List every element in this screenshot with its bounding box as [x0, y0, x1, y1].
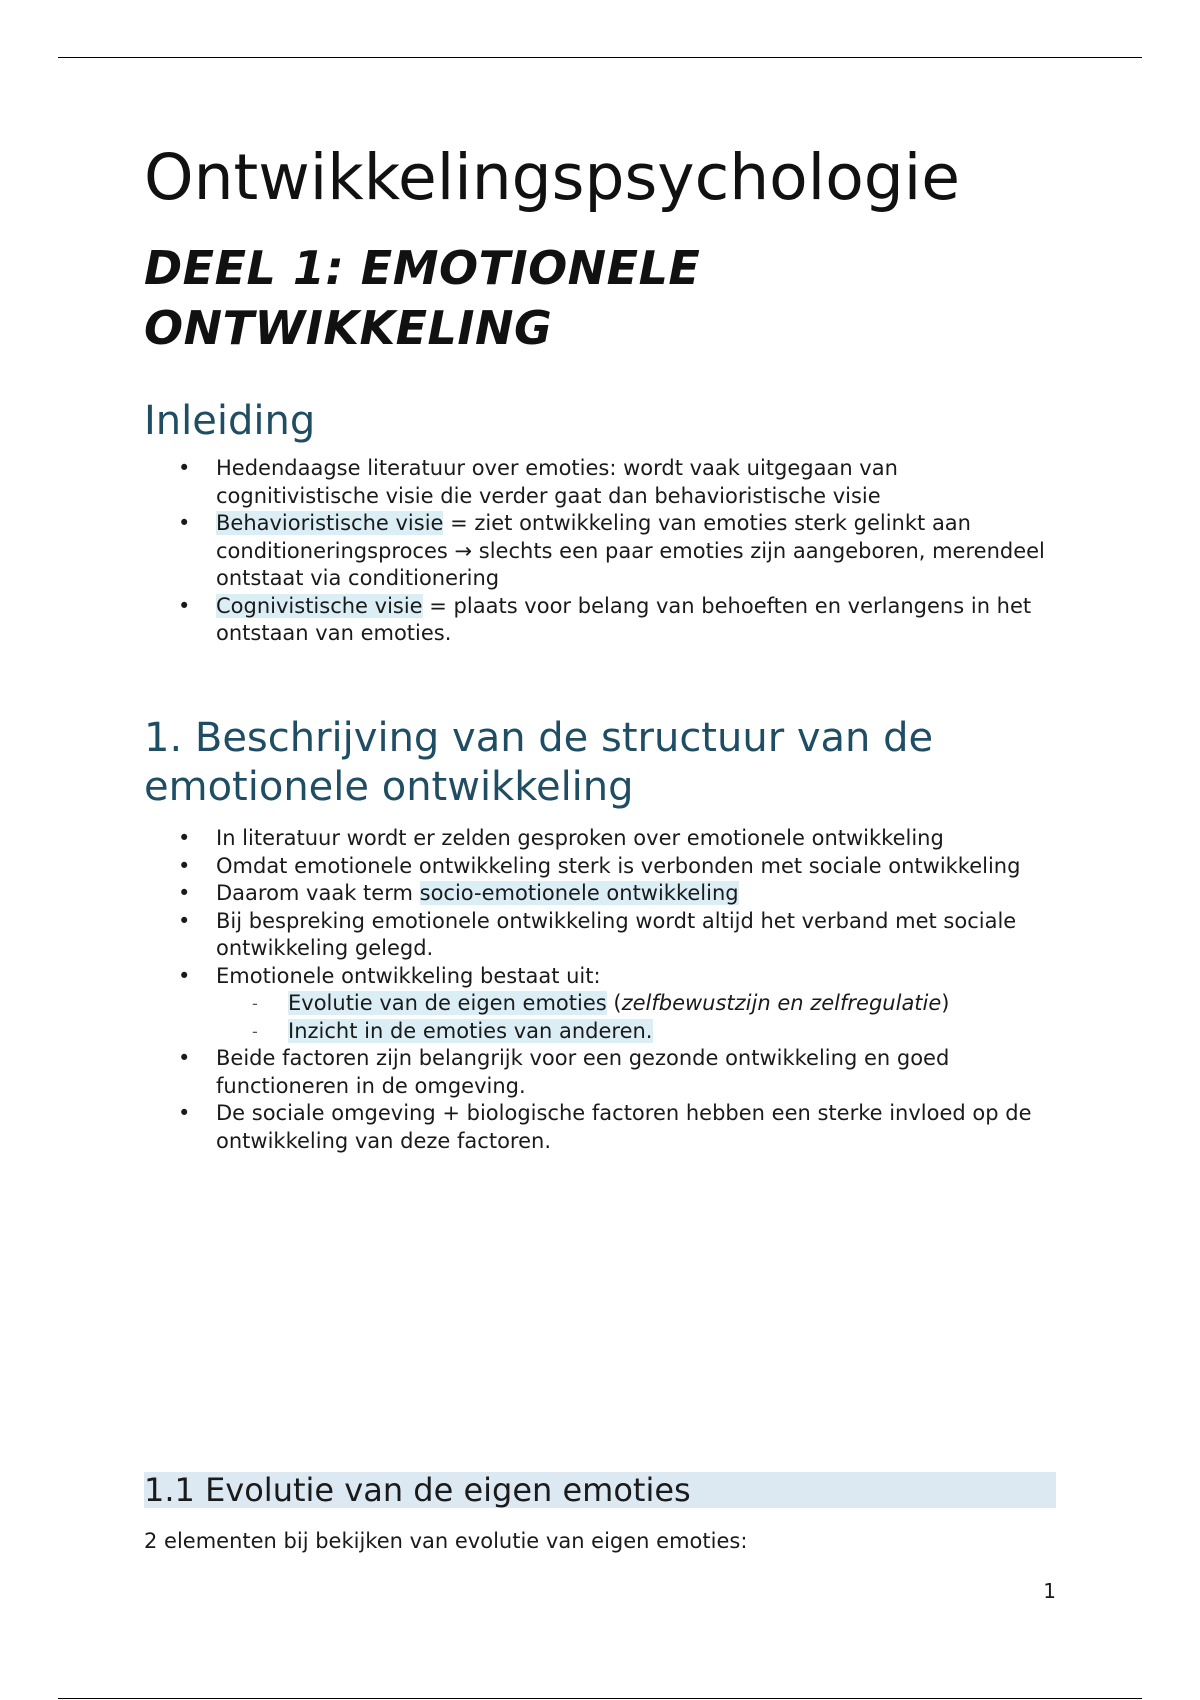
bullet-text: Hedendaagse literatuur over emoties: wordt vaak uitgegaan van cognitivistische visie die verder gaat dan behavioristische visie: [216, 456, 898, 508]
part-heading: DEEL 1: EMOTIONELE ONTWIKKELING: [144, 241, 701, 355]
sub-list-item: [216, 990, 1056, 1018]
list-item: [144, 853, 1056, 881]
bullet-text: Omdat emotionele ontwikkeling sterk is verbonden met sociale ontwikkeling: [216, 853, 1021, 878]
section-1-heading: 1. Beschrijving van de structuur van de emotionele ontwikkeling: [144, 715, 934, 810]
document-title: Ontwikkelingspsychologie: [144, 141, 960, 214]
bullet-text: = ziet ontwikkeling van emoties sterk gelinkt aan conditioneringsproces → slechts een paar emoties zijn aangeboren, merendeel ontstaat via conditionering: [216, 511, 1045, 590]
header-rule: [58, 57, 1142, 58]
page-number: 1: [1043, 1579, 1056, 1603]
sub-text: ): [941, 991, 950, 1015]
bullet-text: In literatuur wordt er zelden gesproken over emotionele ontwikkeling: [216, 826, 944, 850]
list-item: [144, 963, 1056, 1046]
italic-text: zelfbewustzijn en zelfregulatie: [621, 991, 942, 1015]
paragraph: 2 elementen bij bekijken van evolutie van eigen emoties:: [144, 1529, 748, 1553]
sub-list: [216, 990, 1056, 1045]
sub-text: (: [606, 991, 622, 1015]
list-item: [144, 825, 1056, 853]
section-1-1-heading: 1.1 Evolutie van de eigen emoties: [144, 1472, 1056, 1508]
footer-rule: [58, 1698, 1142, 1699]
bullet-text: = plaats voor belang van behoeften en verlangens in het ontstaan van emoties.: [216, 593, 1032, 645]
sub-list-item: [216, 1018, 1056, 1046]
list-item: [144, 1100, 1056, 1155]
highlighted-term: Evolutie van de eigen emoties: [288, 991, 607, 1015]
bullet-text: Daarom vaak term: [216, 881, 420, 905]
bullet-text: Beide factoren zijn belangrijk voor een gezonde ontwikkeling en goed functioneren in de omgeving.: [216, 1046, 950, 1098]
list-item: [144, 880, 1056, 908]
list-item: [144, 593, 1056, 648]
highlighted-term: Inzicht in de emoties van anderen.: [288, 1018, 653, 1043]
highlighted-term: socio-emotionele ontwikkeling: [419, 881, 739, 905]
list-item: [144, 908, 1056, 963]
list-item: [144, 1045, 1056, 1100]
section-1-list: [144, 825, 1056, 1155]
bullet-text: De sociale omgeving + biologische factoren hebben een sterke invloed op de ontwikkeling van deze factoren.: [216, 1101, 1032, 1153]
intro-heading: Inleiding: [144, 398, 316, 444]
intro-list: [144, 455, 1056, 648]
bullet-text: Emotionele ontwikkeling bestaat uit:: [216, 963, 601, 988]
list-item: [144, 455, 1056, 510]
highlighted-term: Behavioristische visie: [216, 511, 444, 535]
highlighted-term: Cognivistische visie: [216, 593, 423, 618]
bullet-text: Bij bespreking emotionele ontwikkeling wordt altijd het verband met sociale ontwikkeling gelegd.: [216, 908, 1017, 960]
list-item: [144, 510, 1056, 593]
